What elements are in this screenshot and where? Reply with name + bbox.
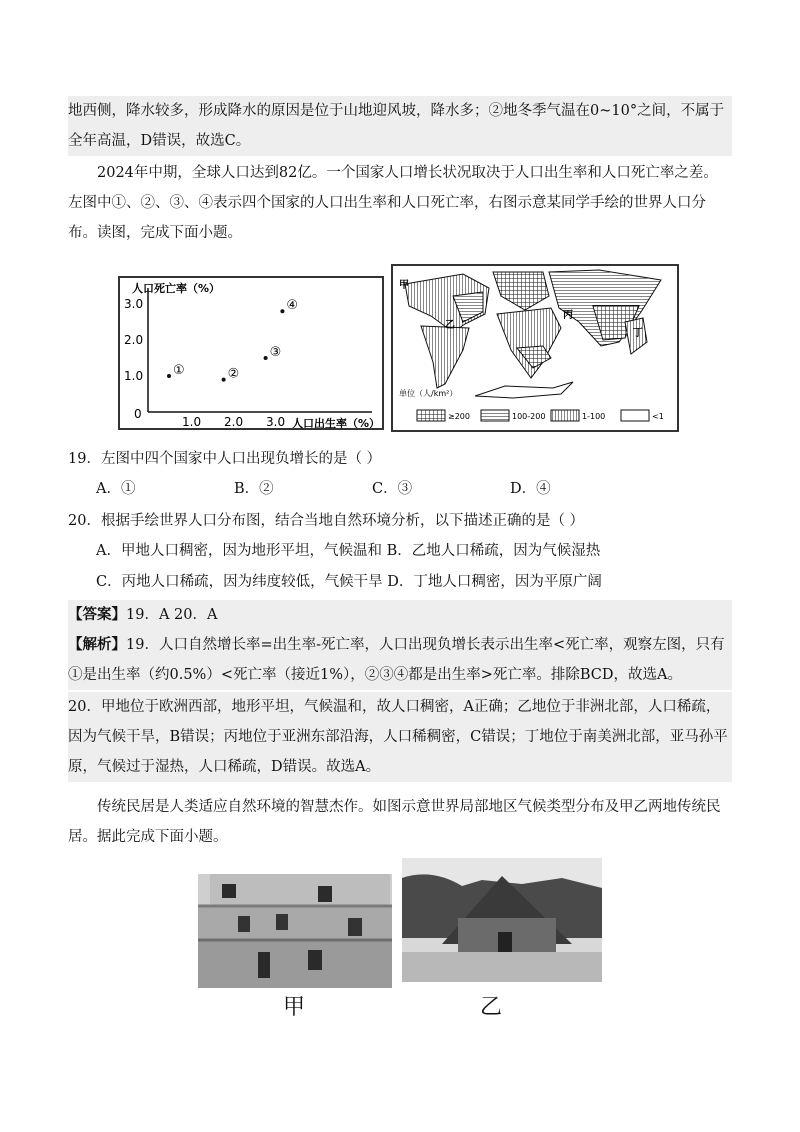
y-tick-label: 1.0 <box>124 369 144 383</box>
answer-tag: 【答案】 <box>68 606 126 623</box>
data-point-label: ③ <box>269 345 282 360</box>
svg-text:1-100: 1-100 <box>582 412 606 421</box>
thatched-house-photo <box>402 858 602 982</box>
data-point-label: ④ <box>286 298 299 314</box>
map-svg <box>393 266 677 430</box>
svg-text:<1: <1 <box>652 412 664 421</box>
data-point <box>264 356 268 360</box>
region-label-jia: 甲 <box>399 280 409 291</box>
analysis-20: 20．甲地位于欧洲西部，地形平坦，气候温和，故人口稠密，A正确；乙地位于非洲北部，人口稀疏，因为气候干旱，B错误；丙地位于亚洲东部沿海，人口稀稠密，C错误；丁地位于南美洲北部，亚马孙平原，气候过于湿热，人口稀疏，D错误。故选A。 <box>68 692 732 782</box>
intro-paragraph: 2024年中期，全球人口达到82亿。一个国家人口增长状况取决于人口出生率和人口死亡率之差。左图中①、②、③、④表示四个国家的人口出生率和人口死亡率，右图示意某同学手绘的世界人口分布。读图，完成下面小题。 <box>68 165 718 241</box>
data-point <box>280 309 284 313</box>
y-tick-label: 3.0 <box>124 297 144 311</box>
pueblo-house-drawing <box>198 856 392 988</box>
legend-item-100-200 <box>481 410 545 421</box>
q20-options-line2: C．丙地人口稀疏，因为纬度较低，气候干旱 D．丁地人口稠密，因为平原广阔 <box>96 574 602 590</box>
x-tick-label: 2.0 <box>224 415 244 428</box>
answer-text: 19．A 20．A <box>126 607 218 623</box>
data-point-label: ② <box>227 366 240 382</box>
svg-text:≥200: ≥200 <box>448 412 470 421</box>
legend-title: 单位（人/km²） <box>399 389 458 398</box>
photo-caption-jia: 甲 <box>283 995 306 1020</box>
q19-option-c: C．③ <box>372 481 413 497</box>
south-america-shape <box>421 326 469 388</box>
answer-line <box>68 600 732 630</box>
pueblo-house-photo <box>198 856 392 988</box>
analysis-tag: 【解析】 <box>68 636 126 653</box>
x-tick-label: 1.0 <box>182 415 202 428</box>
data-point-label: ① <box>173 363 185 378</box>
europe-shape <box>493 272 549 310</box>
africa-shape <box>497 308 561 378</box>
thatched-house-drawing <box>402 858 602 982</box>
data-point <box>222 378 226 382</box>
intro-paragraph-2: 传统民居是人类适应自然环境的智慧杰作。如图示意世界局部地区气候类型分布及甲乙两地传统民居。据此完成下面小题。 <box>68 799 721 845</box>
photo-caption-yi: 乙 <box>480 995 503 1020</box>
world-population-map <box>391 264 679 432</box>
x-axis-label: 人口出生率（%） <box>292 417 381 428</box>
legend-item-1-100 <box>551 410 605 421</box>
q19-option-a: A．① <box>96 481 136 497</box>
question-19-stem: 19．左图中四个国家中人口出现负增长的是（ ） <box>68 451 382 467</box>
region-label-yi: 乙 <box>445 320 455 331</box>
y-tick-label: 2.0 <box>124 333 144 347</box>
analysis-19-text: 19．人口自然增长率=出生率-死亡率，人口出现负增长表示出生率<死亡率，观察左图，只有①是出生率（约0.5%）<死亡率（接近1%），②③④都是出生率>死亡率。排除BCD，故选A。 <box>68 637 725 683</box>
analysis-19 <box>68 630 732 690</box>
oceania-shape <box>475 382 573 398</box>
y-axis-label: 人口死亡率（%） <box>132 282 221 295</box>
svg-text:100-200: 100-200 <box>512 412 546 421</box>
birth-death-scatter-chart <box>118 276 384 430</box>
question-20-stem: 20．根据手绘世界人口分布图，结合当地自然环境分析，以下描述正确的是（ ） <box>68 513 585 529</box>
scatter-svg <box>120 278 382 428</box>
legend-item-200 <box>417 410 470 421</box>
region-label-bing: 丙 <box>563 310 573 321</box>
q20-options-line1: A．甲地人口稠密，因为地形平坦，气候温和 B．乙地人口稀疏，因为气候湿热 <box>96 543 601 559</box>
legend-item-lt1 <box>621 410 664 421</box>
question-19-options <box>96 474 732 504</box>
data-point <box>167 374 171 378</box>
previous-explanation: 地西侧，降水较多，形成降水的原因是位于山地迎风坡，降水多；②地冬季气温在0~10°之间，不属于全年高温，D错误，故选C。 <box>68 96 732 156</box>
q19-option-b: B．② <box>234 481 274 497</box>
region-label-ding: 丁 <box>633 328 643 339</box>
q19-option-d: D．④ <box>510 481 551 497</box>
x-tick-label: 3.0 <box>266 415 286 428</box>
origin-label: 0 <box>134 407 142 421</box>
